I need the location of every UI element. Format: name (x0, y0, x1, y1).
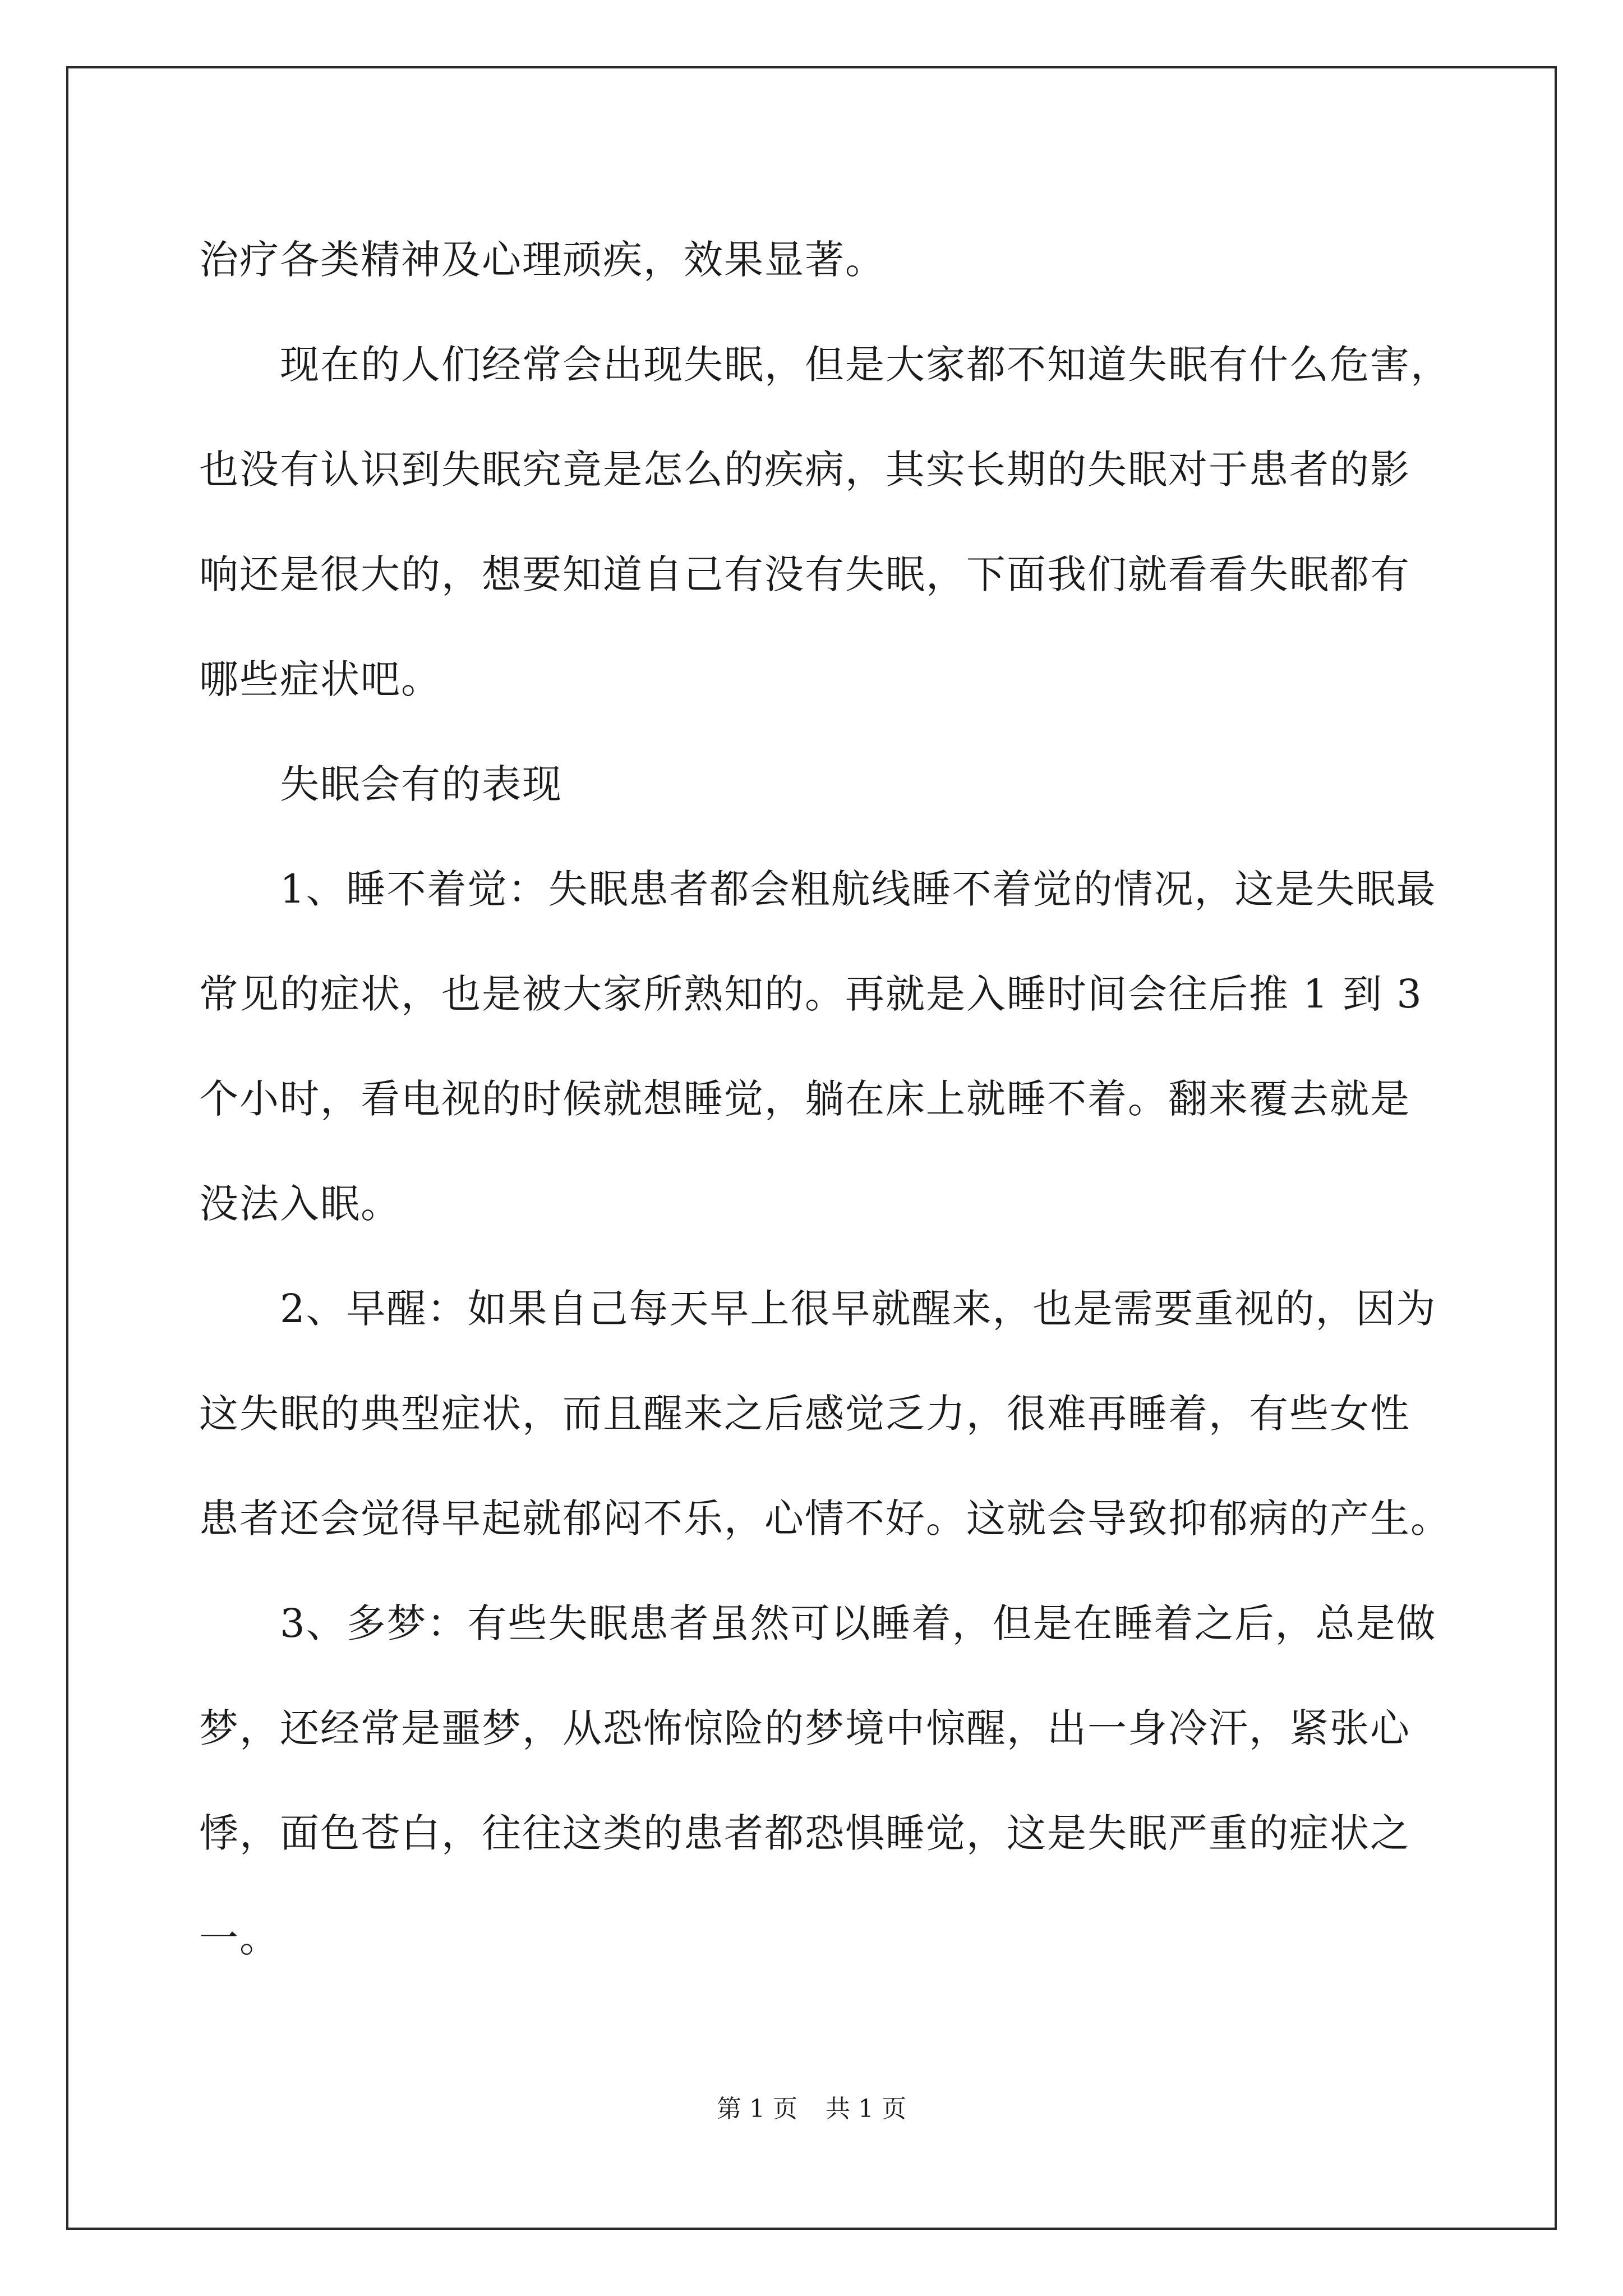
text-line: 没法入眠。 (199, 1181, 401, 1227)
text-line: 治疗各类精神及心理顽疾，效果显著。 (199, 237, 886, 283)
page-number: 第 1 页 (717, 2095, 797, 2123)
text-line: 患者还会觉得早起就郁闷不乐，心情不好。这就会导致抑郁病的产生。 (199, 1496, 1451, 1542)
page-footer (0, 2092, 1623, 2126)
text-line: 悸，面色苍白，往往这类的患者都恐惧睡觉，这是失眠严重的症状之 (199, 1810, 1410, 1856)
text-line: 这失眠的典型症状，而且醒来之后感觉乏力，很难再睡着，有些女性 (199, 1391, 1410, 1437)
text-line: 常见的症状，也是被大家所熟知的。再就是入睡时间会往后推 1 到 3 (199, 971, 1423, 1017)
text-line: 也没有认识到失眠究竟是怎么的疾病，其实长期的失眠对于患者的影 (199, 447, 1410, 493)
document-body (199, 208, 1450, 1991)
text-line: 2、早醒：如果自己每天早上很早就醒来，也是需要重视的，因为 (280, 1286, 1437, 1332)
text-line: 梦，还经常是噩梦，从恐怖惊险的梦境中惊醒，出一身冷汗，紧张心 (199, 1705, 1410, 1751)
text-line: 哪些症状吧。 (199, 656, 441, 702)
text-line: 一。 (199, 1915, 280, 1961)
text-line: 1、睡不着觉：失眠患者都会粗航线睡不着觉的情况，这是失眠最 (280, 866, 1437, 912)
page-total: 共 1 页 (826, 2095, 906, 2123)
text-line: 3、多梦：有些失眠患者虽然可以睡着，但是在睡着之后，总是做 (280, 1600, 1437, 1646)
section-heading: 失眠会有的表现 (280, 761, 562, 807)
text-line: 响还是很大的，想要知道自己有没有失眠，下面我们就看看失眠都有 (199, 551, 1410, 597)
text-line: 个小时，看电视的时候就想睡觉，躺在床上就睡不着。翻来覆去就是 (199, 1076, 1410, 1122)
text-line: 现在的人们经常会出现失眠，但是大家都不知道失眠有什么危害， (280, 342, 1451, 388)
